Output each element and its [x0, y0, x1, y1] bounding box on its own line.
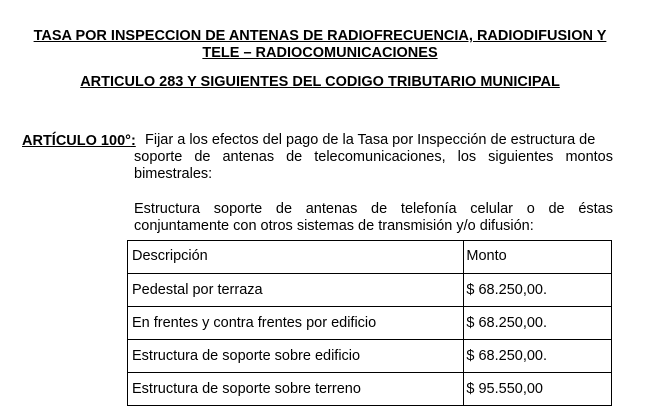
- document-title-line-2: TELE – RADIOCOMUNICACIONES: [202, 45, 438, 61]
- article-number: ARTÍCULO 100°: [22, 133, 131, 149]
- row-description: En frentes y contra frentes por edificio: [128, 307, 464, 340]
- row-amount: $ 95.550,00: [464, 373, 612, 406]
- row-description: Estructura de soporte sobre terreno: [128, 373, 464, 406]
- document-subtitle: ARTICULO 283 Y SIGUIENTES DEL CODIGO TRIBUTARIO MUNICIPAL: [80, 74, 560, 90]
- article-label: [22, 132, 136, 150]
- article-colon: :: [130, 133, 136, 149]
- row-description: Pedestal por terraza: [128, 274, 464, 307]
- amounts-table: [127, 240, 612, 406]
- article-paragraph-first-line: Fijar a los efectos del pago de la Tasa por Inspección de estructura de: [145, 132, 596, 148]
- header-amount: Monto: [464, 241, 612, 274]
- article-paragraph-continuation: soporte de antenas de telecomunicaciones, los siguientes montos bimestrales:: [134, 149, 613, 182]
- table-row: [128, 307, 612, 340]
- table-row: [128, 373, 612, 406]
- row-amount: $ 68.250,00.: [464, 340, 612, 373]
- row-description: Estructura de soporte sobre edificio: [128, 340, 464, 373]
- row-amount: $ 68.250,00.: [464, 274, 612, 307]
- article-paragraph-structure: Estructura soporte de antenas de telefonía celular o de éstas conjuntamente con otros sistemas de transmisión y/o difusión:: [134, 201, 613, 234]
- table-row: [128, 340, 612, 373]
- row-amount: $ 68.250,00.: [464, 307, 612, 340]
- table-header-row: [128, 241, 612, 274]
- document-title-line-1: TASA POR INSPECCION DE ANTENAS DE RADIOFRECUENCIA, RADIODIFUSION Y: [33, 28, 607, 44]
- table-row: [128, 274, 612, 307]
- header-description: Descripción: [128, 241, 464, 274]
